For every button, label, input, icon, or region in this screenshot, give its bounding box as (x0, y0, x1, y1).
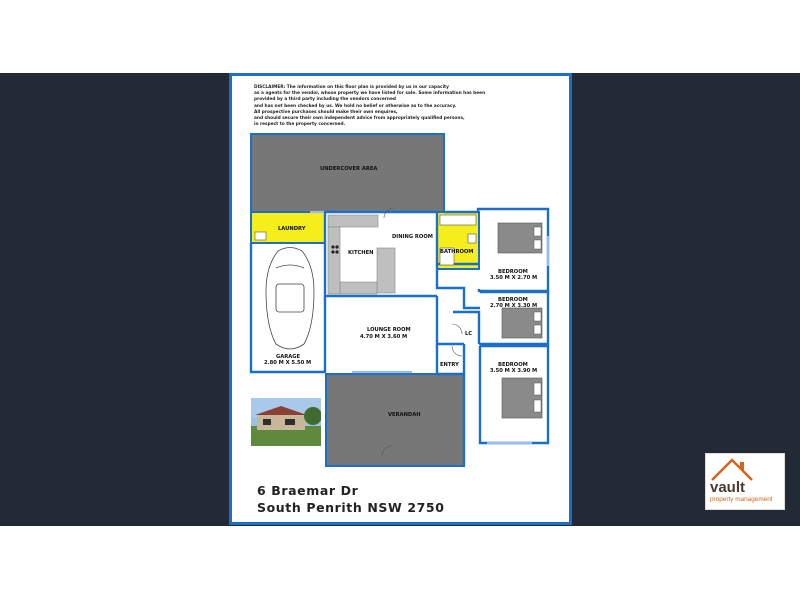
property-address (257, 482, 445, 516)
undercover-area (251, 134, 444, 212)
lounge-room-label: LOUNGE ROOM (367, 327, 411, 333)
kitchen-label: KITCHEN (348, 250, 374, 256)
logo-wordmark: vault (710, 479, 746, 496)
undercover-area-label: UNDERCOVER AREA (320, 166, 378, 172)
bedroom-1-label: BEDROOM (498, 269, 528, 275)
verandah-label: VERANDAH (388, 412, 421, 418)
bedroom-2-label: BEDROOM (498, 297, 528, 303)
disclaimer-line: All prospective purchases should make their own enquires, (254, 109, 398, 115)
car-icon (266, 248, 314, 350)
garage-size: 2.80 M X 5.50 M (264, 360, 312, 366)
bedroom-3-label: BEDROOM (498, 362, 528, 368)
bedroom-3-size: 3.50 M X 3.90 M (490, 368, 538, 374)
garage-label: GARAGE (276, 354, 301, 360)
bedroom-1-size: 3.50 M X 2.70 M (490, 275, 538, 281)
laundry-tub-icon (255, 232, 266, 240)
disclaimer-line: as a agents for the vendor, whose property we have listed for sale. Some information has been (254, 91, 486, 97)
bedroom-2-size: 2.70 M X 3.30 M (490, 303, 538, 309)
disclaimer-line: DISCLAIMER: The information on this floor plan is provided by us in our capacity (254, 85, 449, 90)
vanity-icon (468, 234, 476, 243)
disclaimer-line: in respect to the property concerned. (254, 122, 346, 128)
floor-plan-drawing (232, 76, 569, 522)
house-photo (251, 398, 321, 446)
bathroom-label: BATHROOM (440, 249, 474, 255)
agency-logo (705, 453, 785, 510)
address-suburb: South Penrith NSW 2750 (257, 500, 445, 515)
verandah-area (326, 374, 464, 466)
lc-label: LC (465, 331, 473, 337)
entry-label: ENTRY (440, 362, 459, 368)
dining-room-label: DINING ROOM (392, 234, 433, 240)
logo-tagline: property management (710, 496, 773, 503)
address-street: 6 Braemar Dr (257, 483, 359, 498)
laundry-label: LAUNDRY (278, 226, 306, 232)
lounge-room-size: 4.70 M X 3.60 M (360, 334, 408, 340)
disclaimer-line: provided by a third party including the vendors concerned (254, 97, 396, 103)
disclaimer-line: and has not been checked by us. We hold no belief or otherwise as to the accuracy. (254, 103, 457, 109)
floor-plan-sheet (229, 73, 572, 525)
disclaimer-line: and should secure their own independent advice from appropriately qualified persons, (254, 116, 465, 122)
bathtub-icon (440, 215, 476, 225)
